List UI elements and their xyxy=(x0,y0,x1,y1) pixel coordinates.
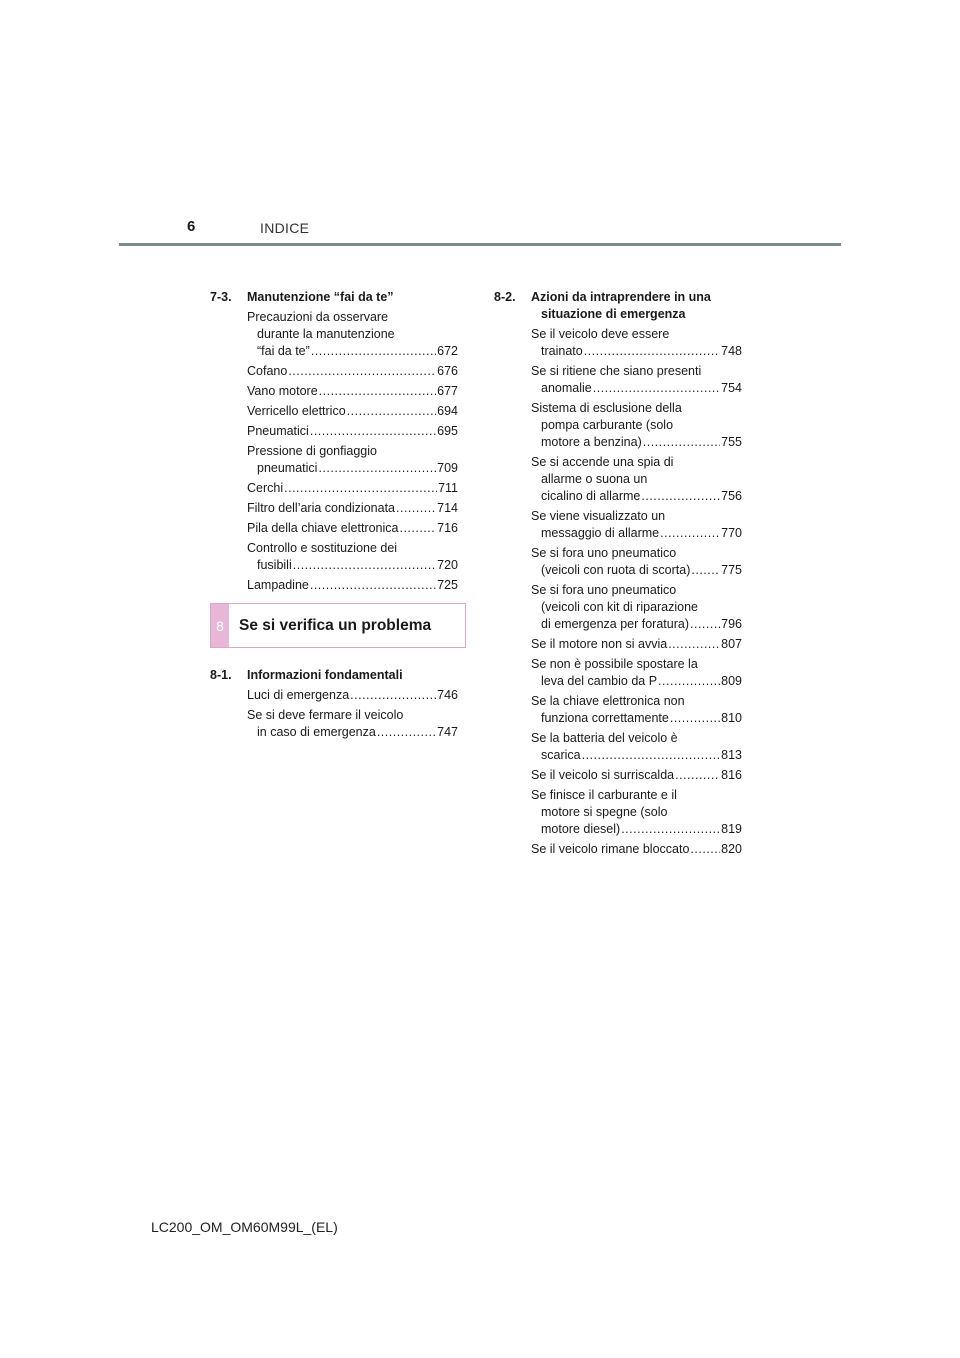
toc-entry[interactable] xyxy=(247,707,458,741)
dot-leader xyxy=(690,841,720,858)
entry-text-line: Se si ritiene che siano presenti xyxy=(531,364,702,378)
toc-entry[interactable] xyxy=(531,656,742,690)
section-heading xyxy=(494,289,742,323)
entry-last-line xyxy=(531,710,742,727)
toc-entry[interactable] xyxy=(531,454,742,505)
dot-leader xyxy=(350,687,436,704)
entry-text-line: Se viene visualizzato un xyxy=(531,509,666,523)
toc-entry[interactable] xyxy=(531,636,742,653)
dot-leader xyxy=(310,423,436,440)
dot-leader xyxy=(288,363,436,380)
toc-entry[interactable] xyxy=(531,841,742,858)
dot-leader xyxy=(310,577,436,594)
entry-text-line: motore a benzina) xyxy=(541,435,642,449)
dot-leader xyxy=(284,480,437,497)
page-number: 6 xyxy=(187,218,196,235)
entry-text-line: Se non è possibile spostare la xyxy=(531,657,698,671)
entry-text-line: (veicoli con kit di riparazione xyxy=(541,600,699,614)
entry-last-line xyxy=(247,383,458,400)
toc-entry[interactable] xyxy=(247,687,458,704)
entry-text-line: Se si deve fermare il veicolo xyxy=(247,708,404,722)
entry-text-line: in caso di emergenza xyxy=(257,725,376,739)
entry-text-line: leva del cambio da P xyxy=(541,674,658,688)
page-reference: 748 xyxy=(721,344,742,358)
page-reference: 819 xyxy=(721,822,742,836)
toc-entry[interactable] xyxy=(247,403,458,420)
entry-text-line: Se il veicolo rimane bloccato xyxy=(531,842,690,856)
dot-leader xyxy=(660,525,720,542)
section-number: 8-2. xyxy=(494,290,516,304)
entry-text-line: Se il veicolo deve essere xyxy=(531,327,670,341)
entry-last-line xyxy=(247,460,458,477)
entry-text-line: Se la chiave elettronica non xyxy=(531,694,685,708)
entry-last-line xyxy=(247,557,458,574)
section-heading xyxy=(210,667,458,684)
dot-leader xyxy=(396,500,436,517)
dot-leader xyxy=(691,562,720,579)
section-title-line: Manutenzione “fai da te” xyxy=(247,290,394,304)
page-reference: 677 xyxy=(437,384,458,398)
page-reference: 725 xyxy=(437,578,458,592)
entry-last-line xyxy=(247,403,458,420)
entry-last-line xyxy=(531,673,742,690)
entry-text-line: Cerchi xyxy=(247,481,284,495)
page-reference: 711 xyxy=(438,481,458,495)
toc-column-left-lower xyxy=(210,667,458,744)
entry-text-line: pneumatici xyxy=(257,461,318,475)
entry-text-line: Se il veicolo si surriscalda xyxy=(531,768,675,782)
page-reference: 770 xyxy=(721,526,742,540)
entry-last-line xyxy=(531,380,742,397)
toc-entry[interactable] xyxy=(531,326,742,360)
dot-leader xyxy=(347,403,436,420)
entry-text-line: Se finisce il carburante e il xyxy=(531,788,677,802)
page-reference: 695 xyxy=(437,424,458,438)
entry-text-line: Pneumatici xyxy=(247,424,309,438)
page-reference: 746 xyxy=(437,688,458,702)
entry-last-line xyxy=(531,767,742,784)
page-reference: 720 xyxy=(437,558,458,572)
page-reference: 694 xyxy=(437,404,458,418)
toc-entry[interactable] xyxy=(531,730,742,764)
entry-last-line xyxy=(531,747,742,764)
toc-entry[interactable] xyxy=(531,767,742,784)
dot-leader xyxy=(311,343,436,360)
toc-entry[interactable] xyxy=(531,363,742,397)
entry-text-line: Sistema di esclusione della xyxy=(531,401,682,415)
entry-last-line xyxy=(247,500,458,517)
toc-entry[interactable] xyxy=(531,582,742,633)
entry-last-line xyxy=(247,724,458,741)
entry-last-line xyxy=(247,520,458,537)
entry-text-line: cicalino di allarme xyxy=(541,489,641,503)
section-title-line: situazione di emergenza xyxy=(541,307,686,321)
section-number: 8-1. xyxy=(210,668,232,682)
chapter-banner[interactable] xyxy=(210,603,466,648)
entry-last-line xyxy=(247,480,458,497)
dot-leader xyxy=(670,710,720,727)
entry-last-line xyxy=(531,488,742,505)
toc-entry[interactable] xyxy=(247,577,458,594)
page-reference: 747 xyxy=(437,725,458,739)
entry-text-line: scarica xyxy=(541,748,581,762)
entry-last-line xyxy=(247,687,458,704)
dot-leader xyxy=(658,673,720,690)
page-reference: 807 xyxy=(721,637,742,651)
entry-text-line: Se la batteria del veicolo è xyxy=(531,731,678,745)
entry-last-line xyxy=(247,577,458,594)
header-divider xyxy=(119,243,841,246)
toc-entry[interactable] xyxy=(247,423,458,440)
toc-entry[interactable] xyxy=(247,480,458,497)
entry-text-line: Luci di emergenza xyxy=(247,688,350,702)
entry-text-line: Precauzioni da osservare xyxy=(247,310,389,324)
toc-entry[interactable] xyxy=(247,383,458,400)
entry-text-line: pompa carburante (solo xyxy=(541,418,674,432)
dot-leader xyxy=(668,636,720,653)
toc-column-right xyxy=(494,289,742,861)
entry-last-line xyxy=(247,423,458,440)
entry-text-line: motore diesel) xyxy=(541,822,621,836)
entry-text-line: allarme o suona un xyxy=(541,472,648,486)
entry-text-line: Se il motore non si avvia xyxy=(531,637,668,651)
entry-text-line: Verricello elettrico xyxy=(247,404,346,418)
chapter-title: Se si verifica un problema xyxy=(239,616,432,634)
page-reference: 810 xyxy=(721,711,742,725)
entry-text-line: motore si spegne (solo xyxy=(541,805,668,819)
entry-last-line xyxy=(531,434,742,451)
page-reference: 709 xyxy=(437,461,458,475)
entry-text-line: “fai da te” xyxy=(257,344,310,358)
entry-last-line xyxy=(247,343,458,360)
dot-leader xyxy=(582,747,721,764)
footer-document-code: LC200_OM_OM60M99L_(EL) xyxy=(151,1219,338,1235)
dot-leader xyxy=(377,724,436,741)
toc-entry[interactable] xyxy=(247,540,458,574)
dot-leader xyxy=(643,434,720,451)
toc-entry[interactable] xyxy=(247,309,458,360)
toc-entry[interactable] xyxy=(247,443,458,477)
page-reference: 714 xyxy=(437,501,458,515)
section-title xyxy=(531,289,742,323)
entry-last-line xyxy=(531,821,742,838)
toc-entry[interactable] xyxy=(531,508,742,542)
dot-leader xyxy=(621,821,720,838)
dot-leader xyxy=(641,488,720,505)
toc-entry[interactable] xyxy=(247,520,458,537)
entry-text-line: Vano motore xyxy=(247,384,318,398)
page-reference: 754 xyxy=(721,381,742,395)
header-title: INDICE xyxy=(260,220,310,236)
page-reference: 809 xyxy=(721,674,742,688)
dot-leader xyxy=(593,380,720,397)
page-reference: 775 xyxy=(721,563,742,577)
entry-text-line: di emergenza per foratura) xyxy=(541,617,689,631)
toc-entry[interactable] xyxy=(531,545,742,579)
entry-last-line xyxy=(531,636,742,653)
entry-text-line: fusibili xyxy=(257,558,292,572)
entry-text-line: Lampadine xyxy=(247,578,309,592)
dot-leader xyxy=(584,343,720,360)
page-reference: 816 xyxy=(721,768,742,782)
section-title xyxy=(247,289,458,306)
toc-entry[interactable] xyxy=(531,693,742,727)
dot-leader xyxy=(690,616,720,633)
entry-last-line xyxy=(531,525,742,542)
entry-text-line: trainato xyxy=(541,344,583,358)
entry-text-line: Pila della chiave elettronica xyxy=(247,521,399,535)
dot-leader xyxy=(399,520,436,537)
dot-leader xyxy=(318,460,436,477)
entry-text-line: Cofano xyxy=(247,364,288,378)
entry-text-line: Filtro dell’aria condizionata xyxy=(247,501,395,515)
entry-text-line: Se si fora uno pneumatico xyxy=(531,583,677,597)
entry-text-line: Pressione di gonfiaggio xyxy=(247,444,377,458)
entry-last-line xyxy=(531,343,742,360)
section-title xyxy=(247,667,458,684)
entry-text-line: Se si fora uno pneumatico xyxy=(531,546,677,560)
section-number: 7-3. xyxy=(210,290,232,304)
dot-leader xyxy=(319,383,436,400)
page-reference: 756 xyxy=(721,489,742,503)
page-reference: 676 xyxy=(437,364,458,378)
entry-text-line: anomalie xyxy=(541,381,592,395)
section-title-line: Azioni da intraprendere in una xyxy=(531,290,711,304)
chapter-number-tab: 8 xyxy=(211,604,229,647)
entry-text-line: Controllo e sostituzione dei xyxy=(247,541,398,555)
section-title-line: Informazioni fondamentali xyxy=(247,668,403,682)
section-heading xyxy=(210,289,458,306)
page-reference: 820 xyxy=(721,842,742,856)
entry-text-line: funziona correttamente xyxy=(541,711,669,725)
entry-text-line: durante la manutenzione xyxy=(257,327,395,341)
toc-entry[interactable] xyxy=(531,787,742,838)
entry-text-line: Se si accende una spia di xyxy=(531,455,674,469)
entry-text-line: (veicoli con ruota di scorta) xyxy=(541,563,691,577)
toc-entry[interactable] xyxy=(247,363,458,380)
toc-entry[interactable] xyxy=(531,400,742,451)
page-reference: 813 xyxy=(721,748,742,762)
dot-leader xyxy=(293,557,436,574)
toc-entry[interactable] xyxy=(247,500,458,517)
page-reference: 716 xyxy=(437,521,458,535)
entry-last-line xyxy=(247,363,458,380)
entry-last-line xyxy=(531,562,742,579)
page-reference: 672 xyxy=(437,344,458,358)
dot-leader xyxy=(675,767,720,784)
toc-column-left xyxy=(210,289,458,597)
entry-last-line xyxy=(531,616,742,633)
page-reference: 755 xyxy=(721,435,742,449)
entry-last-line xyxy=(531,841,742,858)
page-reference: 796 xyxy=(721,617,742,631)
entry-text-line: messaggio di allarme xyxy=(541,526,660,540)
